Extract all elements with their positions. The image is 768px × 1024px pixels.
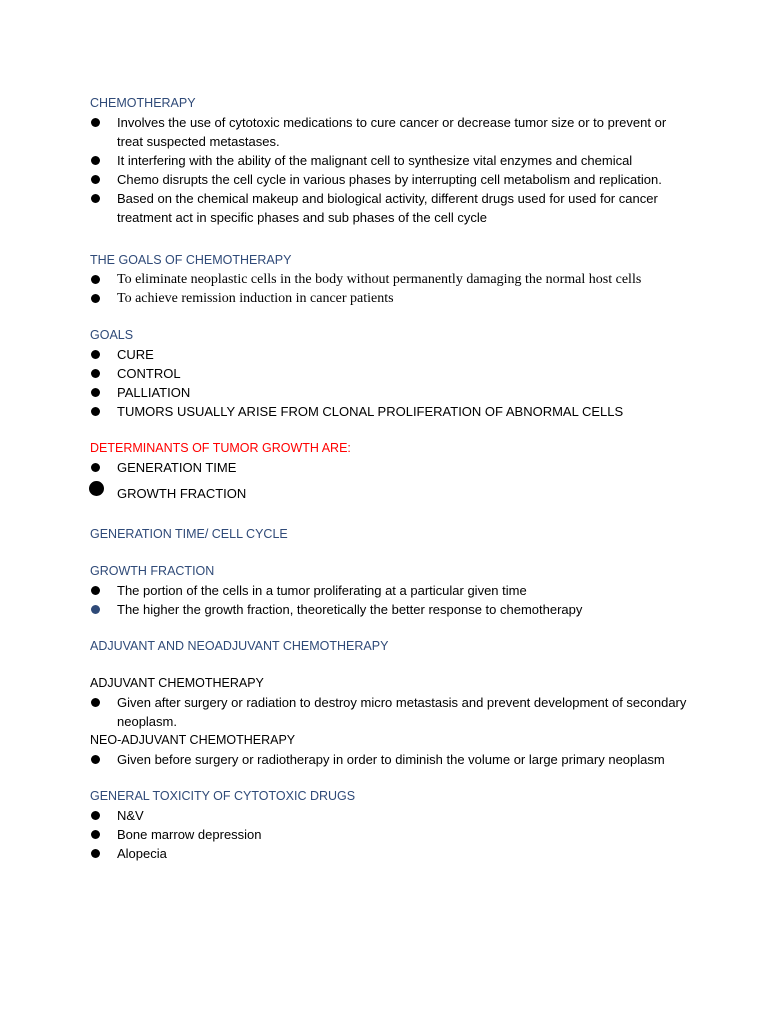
adjuvant-list [90, 693, 690, 731]
neoadjuvant-list [90, 750, 690, 769]
list-item: The higher the growth fraction, theoretically the better response to chemotherapy [90, 600, 690, 619]
bullet-icon [91, 118, 100, 127]
determinants-heading: DETERMINANTS OF TUMOR GROWTH ARE: [90, 441, 351, 455]
neoadjuvant-heading: NEO-ADJUVANT CHEMOTHERAPY [90, 733, 296, 747]
goals-list [90, 345, 690, 421]
chemotherapy-heading: CHEMOTHERAPY [90, 96, 196, 110]
list-item: It interfering with the ability of the malignant cell to synthesize vital enzymes and chemical [90, 151, 690, 170]
determinants-list [90, 458, 690, 503]
list-item: Chemo disrupts the cell cycle in various phases by interrupting cell metabolism and replication. [90, 170, 690, 189]
bullet-icon [91, 294, 100, 303]
bullet-icon [91, 175, 100, 184]
bullet-icon [91, 194, 100, 203]
list-item: To achieve remission induction in cancer patients [90, 289, 690, 308]
goals-of-chemotherapy-list [90, 270, 690, 308]
document-body [90, 94, 690, 863]
list-item: GROWTH FRACTION [90, 477, 690, 503]
list-item: N&V [90, 806, 690, 825]
goals-of-chemotherapy-heading: THE GOALS OF CHEMOTHERAPY [90, 253, 292, 267]
list-item: GENERATION TIME [90, 458, 690, 477]
growth-fraction-list [90, 581, 690, 619]
bullet-icon [91, 755, 100, 764]
growth-fraction-heading: GROWTH FRACTION [90, 564, 215, 578]
bullet-icon [91, 811, 100, 820]
list-item: The portion of the cells in a tumor proliferating at a particular given time [90, 581, 690, 600]
list-item: Given before surgery or radiotherapy in order to diminish the volume or large primary neoplasm [90, 750, 690, 769]
bullet-icon [89, 481, 104, 496]
bullet-icon [91, 156, 100, 165]
bullet-icon [91, 407, 100, 416]
adjuvant-neoadjuvant-heading: ADJUVANT AND NEOADJUVANT CHEMOTHERAPY [90, 639, 389, 653]
list-item: Given after surgery or radiation to destroy micro metastasis and prevent development of secondary neoplasm. [90, 693, 690, 731]
list-item: Based on the chemical makeup and biological activity, different drugs used for used for cancer treatment act in specific phases and sub phases of the cell cycle [90, 189, 690, 227]
list-item: Alopecia [90, 844, 690, 863]
list-item: Bone marrow depression [90, 825, 690, 844]
toxicity-list [90, 806, 690, 863]
bullet-icon [91, 698, 100, 707]
list-item: PALLIATION [90, 383, 690, 402]
bullet-icon [91, 605, 100, 614]
toxicity-heading: GENERAL TOXICITY OF CYTOTOXIC DRUGS [90, 789, 356, 803]
bullet-icon [91, 275, 100, 284]
chemotherapy-list [90, 113, 690, 227]
generation-time-heading: GENERATION TIME/ CELL CYCLE [90, 527, 288, 541]
bullet-icon [91, 388, 100, 397]
list-item: TUMORS USUALLY ARISE FROM CLONAL PROLIFERATION OF ABNORMAL CELLS [90, 402, 690, 421]
bullet-icon [91, 369, 100, 378]
adjuvant-heading: ADJUVANT CHEMOTHERAPY [90, 676, 264, 690]
goals-heading: GOALS [90, 328, 134, 342]
list-item: Involves the use of cytotoxic medications to cure cancer or decrease tumor size or to prevent or treat suspected metastases. [90, 113, 690, 151]
bullet-icon [91, 350, 100, 359]
bullet-icon [91, 586, 100, 595]
list-item: CURE [90, 345, 690, 364]
bullet-icon [91, 463, 100, 472]
list-item: To eliminate neoplastic cells in the body without permanently damaging the normal host cells [90, 270, 690, 289]
bullet-icon [91, 830, 100, 839]
bullet-icon [91, 849, 100, 858]
list-item: CONTROL [90, 364, 690, 383]
